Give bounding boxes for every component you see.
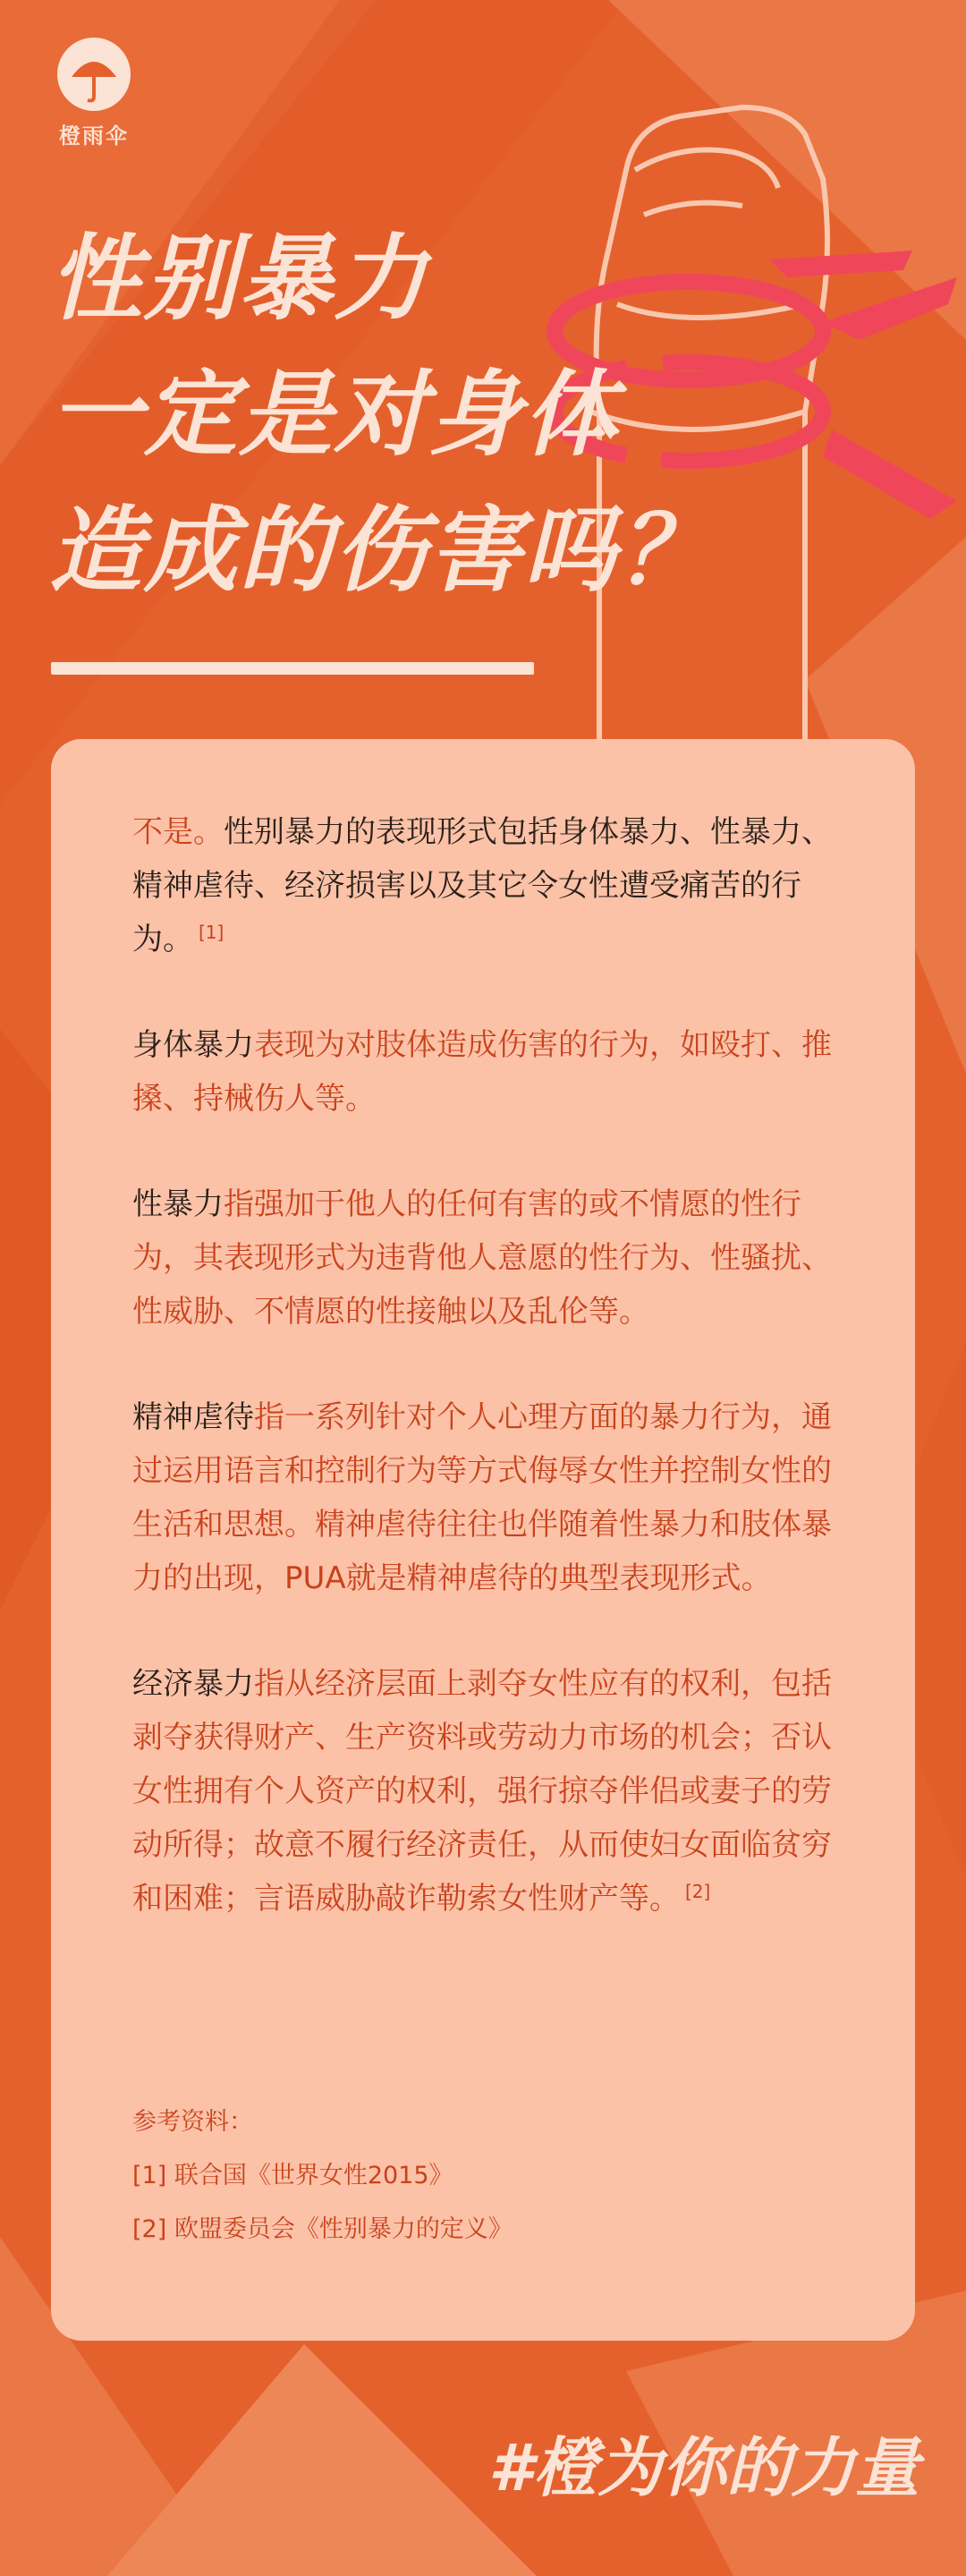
title-line-2: 一定是对身体 [49,360,619,469]
intro-text: 性别暴力的表现形式包括身体暴力、性暴力、精神虐待、经济损害以及其它令女性遭受痛苦的行为。 [132,814,832,957]
intro-lead: 不是。 [132,814,224,850]
reference-marker-2[interactable]: [2] [685,1880,711,1902]
economic-term: 经济暴力 [132,1666,254,1702]
content-body [132,805,848,1977]
economic-violence-paragraph [132,1657,848,1926]
campaign-hashtag: #橙为你的力量 [487,2430,919,2505]
brand-logo [49,38,139,149]
mental-text: 指一系列针对个人心理方面的暴力行为，通过运用语言和控制行为等方式侮辱女性并控制女性的生活和思想。精神虐待往往也伴随着性暴力和肢体暴力的出现，PUA就是精神虐待的典型表现形式。 [132,1399,832,1596]
mental-term: 精神虐待 [132,1399,254,1435]
economic-text: 指从经济层面上剥夺女性应有的权利，包括剥夺获得财产、生产资料或劳动力市场的机会；否认女性拥有个人资产的权利，强行掠夺伴侣或妻子的劳动所得；故意不履行经济责任，从而使妇女面临贫穷和困难；言语威胁敲诈勒索女性财产等。 [132,1666,832,1917]
reference-item: [1] 联合国《世界女性2015》 [132,2162,453,2189]
references [132,2107,848,2268]
umbrella-icon [57,38,131,111]
sexual-term: 性暴力 [132,1186,224,1222]
intro-paragraph [132,805,848,966]
reference-marker-1[interactable]: [1] [199,921,225,943]
mental-abuse-paragraph [132,1390,848,1605]
reference-item: [2] 欧盟委员会《性别暴力的定义》 [132,2215,513,2243]
physical-text: 表现为对肢体造成伤害的行为，如殴打、推搡、持械伤人等。 [132,1027,832,1117]
title-line-1: 性别暴力 [49,224,429,333]
page-title [49,210,713,618]
references-title: 参考资料： [132,2108,253,2136]
sexual-violence-paragraph [132,1177,848,1339]
physical-violence-paragraph [132,1018,848,1126]
title-line-3: 造成的伤害吗？ [49,496,714,605]
sexual-text: 指强加于他人的任何有害的或不情愿的性行为，其表现形式为违背他人意愿的性行为、性骚扰、性威胁、不情愿的性接触以及乱伦等。 [132,1186,832,1330]
physical-term: 身体暴力 [132,1027,254,1063]
brand-name: 橙雨伞 [59,123,129,149]
title-underline [51,662,534,675]
